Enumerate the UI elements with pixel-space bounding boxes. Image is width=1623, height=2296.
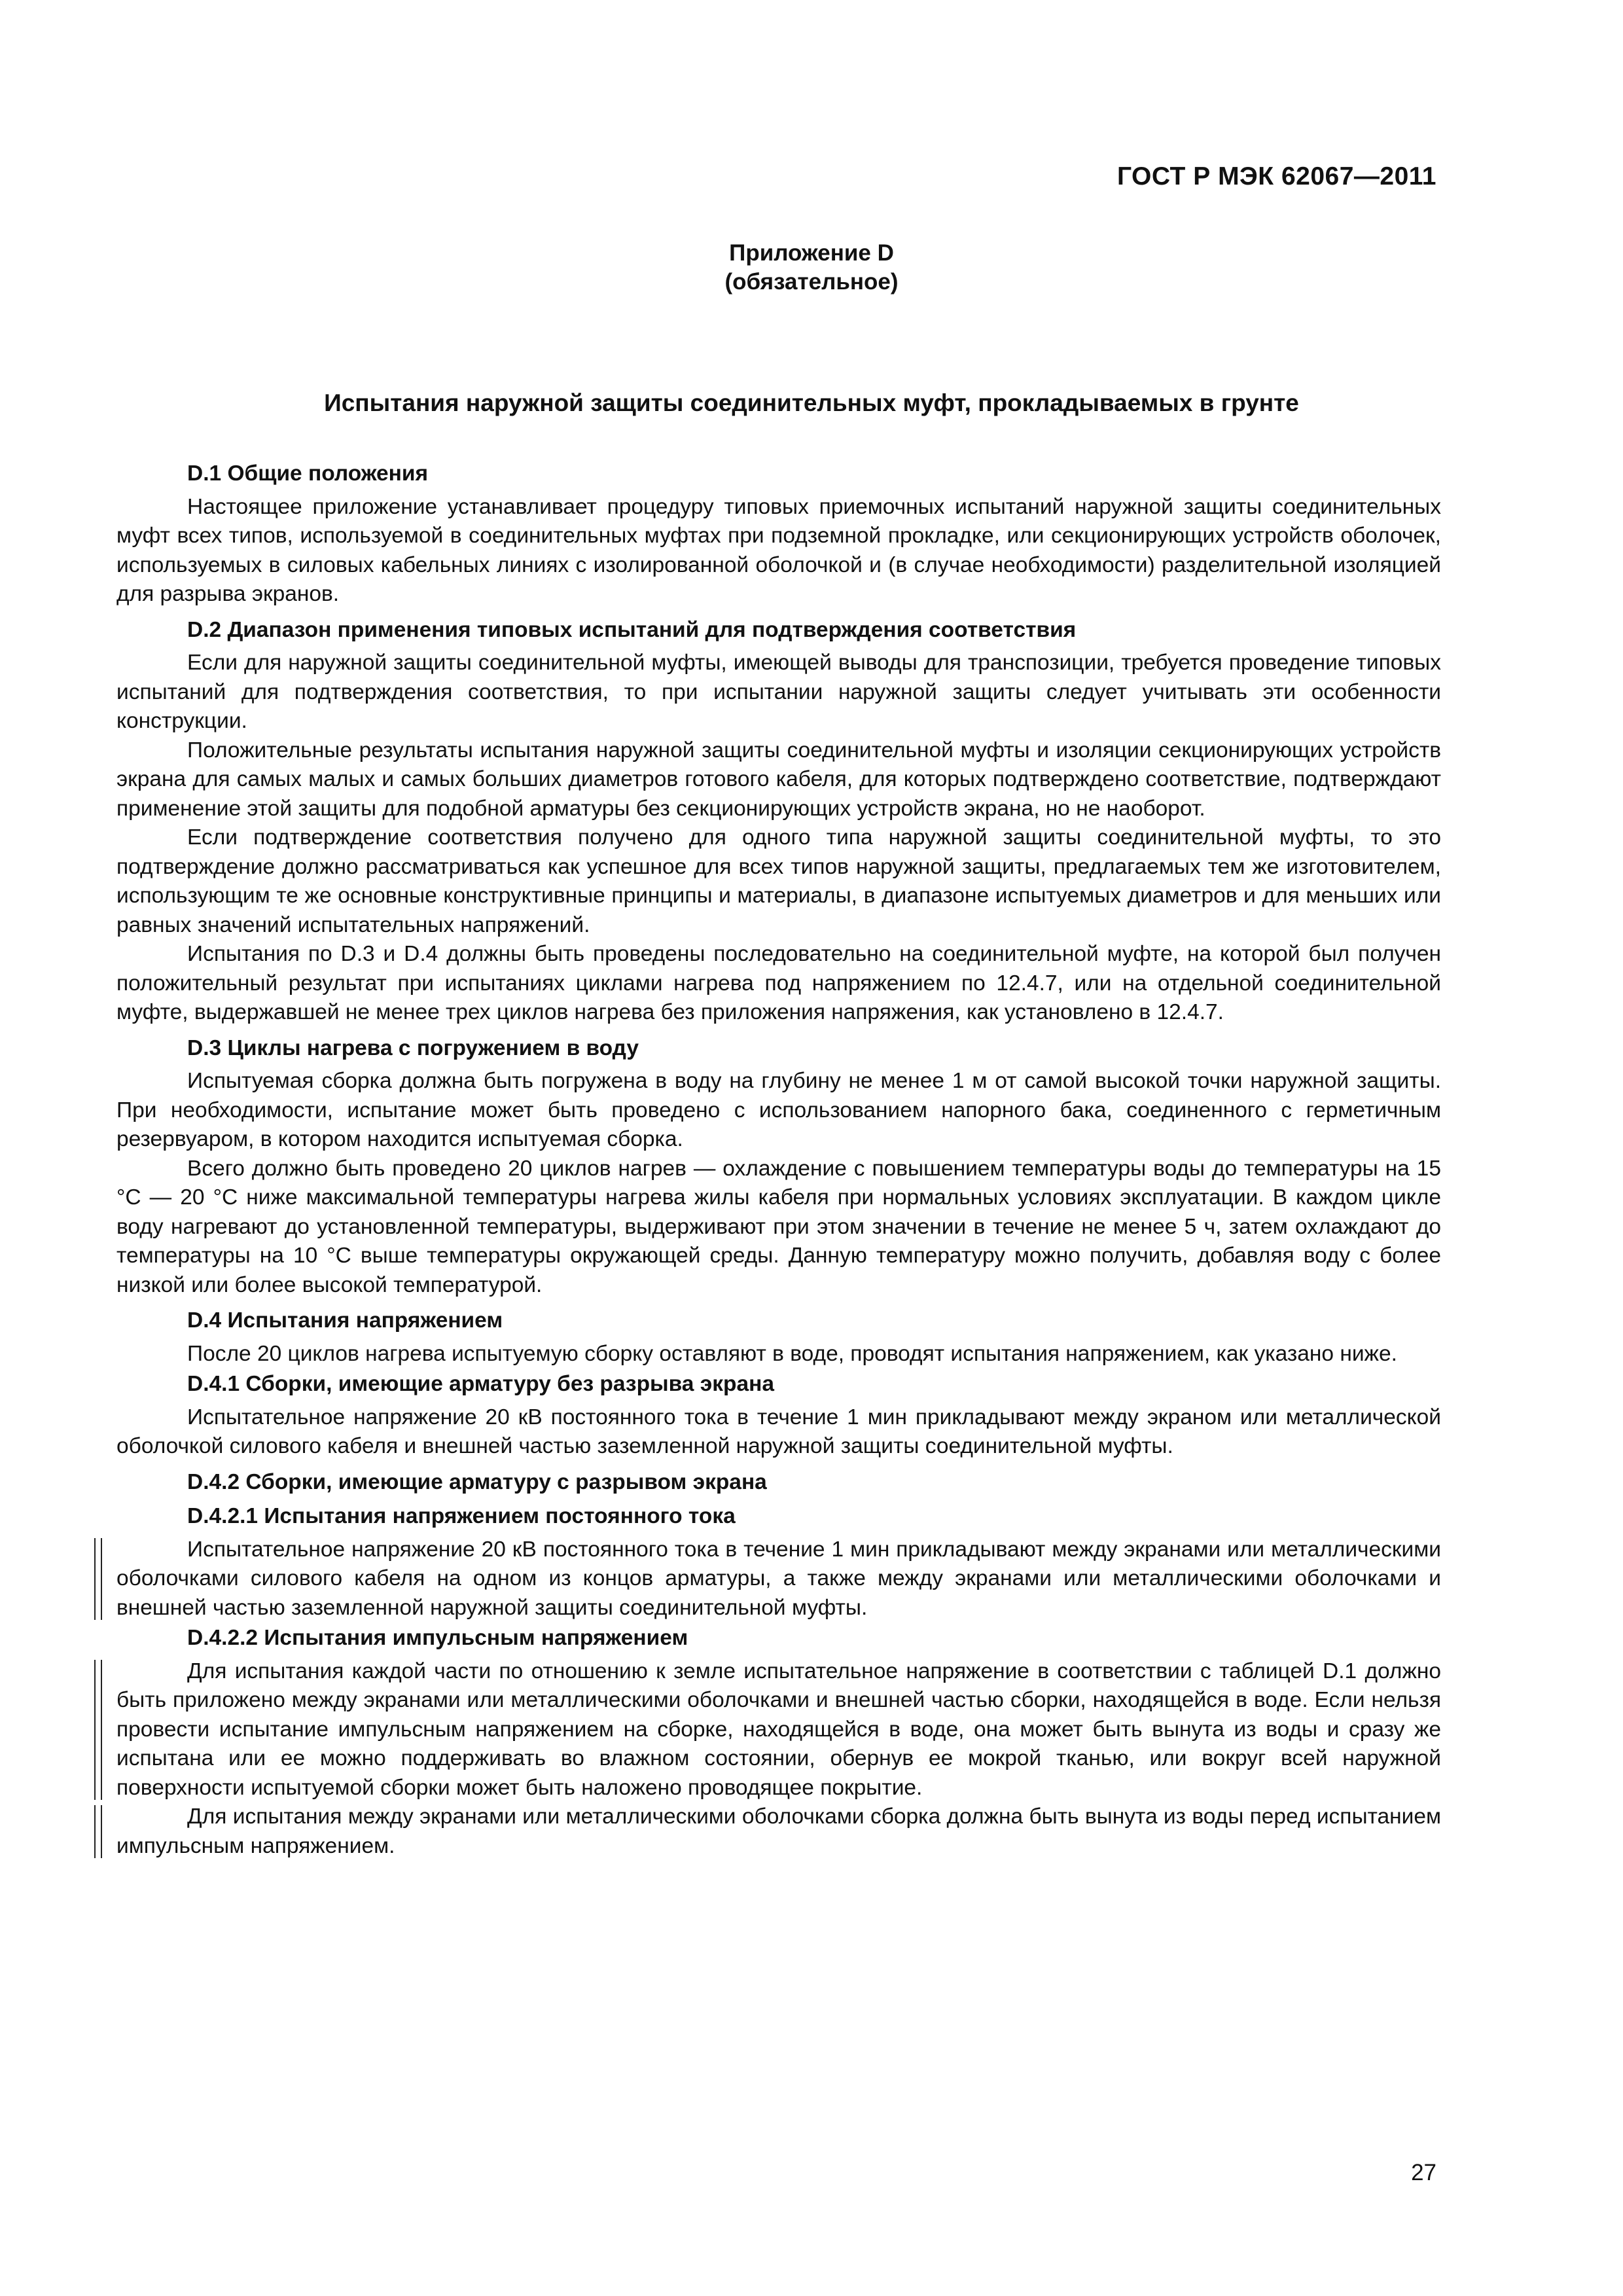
section-d2-paragraph: Если для наружной защиты соединительной муфты, имеющей выводы для транспозиции, требуется проведение типовых испытаний для подтверждения соответствия, то при испытании наружной защиты следует учитывать эти особенности конструкции. (116, 651, 1441, 733)
section-d422-paragraph: Для испытания между экранами или металлическими оболочками сборка должна быть вынута из воды перед испытанием импульсным напряжением. (116, 1803, 1441, 1861)
appendix-status: (обязательное) (724, 269, 899, 295)
section-d41-heading: D.4.1 Сборки, имеющие арматуру без разрыва экрана (187, 1372, 774, 1396)
section-d2-heading: D.2 Диапазон применения типовых испытаний для подтверждения соответствия (187, 617, 1077, 642)
section-d4-heading: D.4 Испытания напряжением (187, 1308, 503, 1333)
section-d3-paragraph: Испытуемая сборка должна быть погружена в воду на глубину не менее 1 м от самой высокой точки наружной защиты. При необходимости, испытание может быть проведено с использованием напорного бака, соединенного с герметичным резервуаром, в котором находится испытуемая сборка. (116, 1069, 1441, 1151)
section-d41-paragraph: Испытательное напряжение 20 кВ постоянного тока в течение 1 мин прикладывают между экраном или металлической оболочкой силового кабеля и внешней частью заземленной наружной защиты соединительной муфты. (116, 1405, 1441, 1458)
section-d1-paragraph: Настоящее приложение устанавливает процедуру типовых приемочных испытаний наружной защиты соединительных муфт всех типов, используемой в соединительных муфтах при подземной прокладке, или секционирующих устройств оболочек, используемых в силовых кабельных линиях с изолированной оболочкой и (в случае необходимости) разделительной изоляцией для разрыва экранов. (116, 494, 1441, 606)
section-d42-heading: D.4.2 Сборки, имеющие арматуру с разрывом экрана (187, 1469, 767, 1494)
section-d2-paragraph: Положительные результаты испытания наружной защиты соединительной муфты и изоляции секционирующих устройств экрана для самых малых и самых больших диаметров готового кабеля, для которых подтверждено соответствие, подтверждают применение этой защиты для подобной арматуры без секционирующих устройств экрана, но не наоборот. (116, 738, 1441, 821)
document-title: Испытания наружной защиты соединительных муфт, прокладываемых в грунте (324, 389, 1299, 416)
appendix-heading (0, 239, 1623, 296)
section-d2-paragraph: Если подтверждение соответствия получено для одного типа наружной защиты соединительной муфты, то это подтверждение должно рассматриваться как успешное для всех типов наружной защиты, предлагаемых тем же изготовителем, использующим те же основные конструктивные принципы и материалы, в диапазоне испытуемых диаметров и для меньших или равных значений испытательных напряжений. (116, 825, 1441, 937)
section-d3-paragraph: Всего должно быть проведено 20 циклов нагрев — охлаждение с повышением температуры воды до температуры на 15 °С — 20 °С ниже максимальной температуры нагрева жилы кабеля при нормальных условиях эксплуатации. В каждом цикле воду нагревают до установленной температуры, выдерживают при этом значении в течение не менее 5 ч, затем охлаждают до температуры на 10 °С выше температуры окружающей среды. Данную температуру можно получить, добавляя воду с более низкой или более высокой температурой. (116, 1156, 1441, 1297)
section-d422-heading: D.4.2.2 Испытания импульсным напряжением (187, 1626, 688, 1650)
appendix-title: Приложение D (729, 240, 894, 266)
section-d4-paragraph: После 20 циклов нагрева испытуемую сборку оставляют в воде, проводят испытания напряжением, как указано ниже. (187, 1341, 1397, 1366)
section-d422-paragraph: Для испытания каждой части по отношению к земле испытательное напряжение в соответствии с таблицей D.1 должно быть приложено между экранами или металлическими оболочками и внешней частью сборки, находящейся в воде. Если нельзя провести испытание импульсным напряжением на сборке, находящейся в воде, она может быть вынута из воды и сразу же испытана или ее можно поддерживать во влажном состоянии, обернув ее мокрой тканью, или вокруг всей наружной поверхности испытуемой сборки может быть наложено проводящее покрытие. (116, 1657, 1441, 1803)
section-d421-heading: D.4.2.1 Испытания напряжением постоянного тока (187, 1504, 736, 1528)
document-body (116, 458, 1441, 1861)
section-d3-heading: D.3 Циклы нагрева с погружением в воду (187, 1035, 639, 1060)
section-d421-paragraph: Испытательное напряжение 20 кВ постоянного тока в течение 1 мин прикладывают между экранами или металлическими оболочками силового кабеля на одном из концов арматуры, а также между экранами или металлическими оболочками и внешней частью заземленной наружной защиты соединительной муфты. (116, 1535, 1441, 1623)
section-d2-paragraph: Испытания по D.3 и D.4 должны быть проведены последовательно на соединительной муфте, на которой был получен положительный результат при испытаниях циклами нагрева под напряжением по 12.4.7, или на отдельной соединительной муфте, выдержавшей не менее трех циклов нагрева без приложения напряжения, как установлено в 12.4.7. (116, 942, 1441, 1024)
standard-code: ГОСТ Р МЭК 62067—2011 (1116, 162, 1436, 190)
section-d1-heading: D.1 Общие положения (187, 461, 429, 486)
page-number: 27 (1411, 2160, 1436, 2185)
